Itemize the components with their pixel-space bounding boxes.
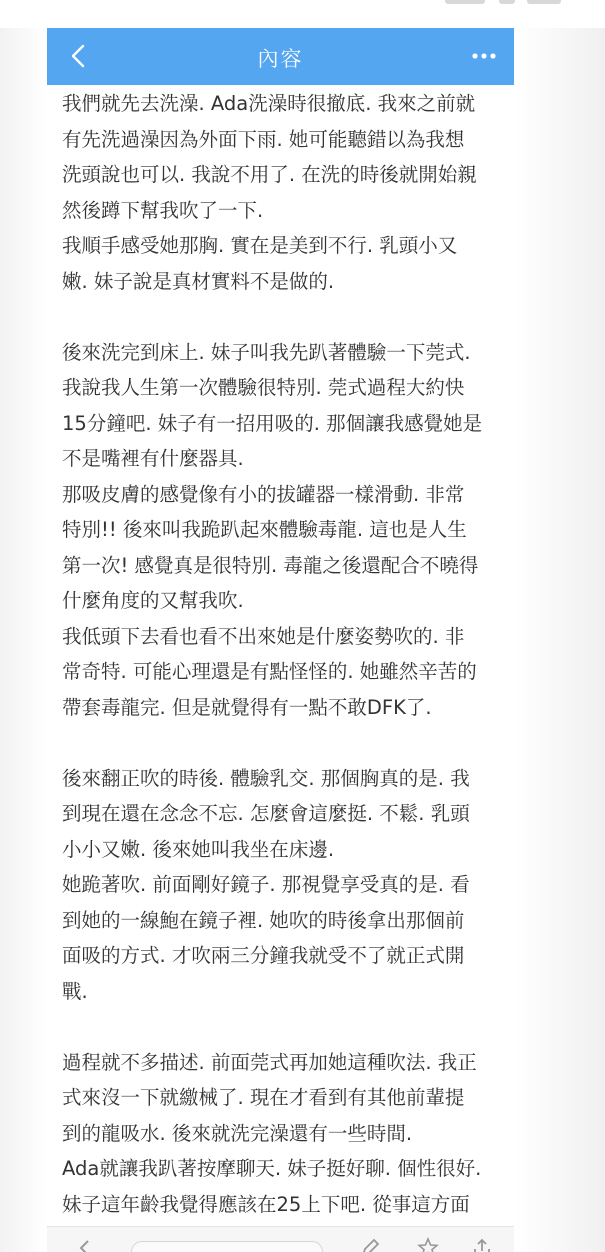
more-button[interactable] (468, 42, 500, 70)
text-line: 過程就不多描述. 前面莞式再加她這種吹法. 我正 (62, 1050, 477, 1074)
back-arrow-icon[interactable] (75, 1237, 97, 1252)
nav-bar (47, 28, 514, 85)
paragraph-gap (62, 1009, 512, 1045)
text-line: 有先洗過澡因為外面下雨. 她可能聽錯以為我想 (62, 127, 465, 151)
text-line: 面吸的方式. 才吹兩三分鐘我就受不了就正式開 (62, 944, 465, 967)
text-line: Ada就讓我趴著按摩聊天. 妹子挺好聊. 個性很好. (62, 1157, 482, 1180)
text-line: 特別!! 後來叫我跪趴起來體驗毒龍. 這也是人生 (62, 518, 467, 541)
page-title: 內容 (257, 47, 304, 71)
text-line: 嫩. 妹子說是真材實料不是做的. (62, 269, 335, 293)
star-icon[interactable] (417, 1237, 439, 1252)
right-edge-shadow (515, 0, 605, 1252)
comment-input[interactable] (131, 1241, 323, 1252)
paragraph-gap (62, 299, 512, 335)
more-horizontal-icon (468, 42, 500, 70)
text-line: 到她的一線鮑在鏡子裡. 她吹的時後拿出那個前 (62, 908, 465, 932)
text-line: 到的龍吸水. 後來就洗完澡還有一些時間. (62, 1121, 413, 1145)
text-line: 第一次! 感覺真是很特別. 毒龍之後還配合不曉得 (62, 553, 479, 577)
paragraph-gap (62, 725, 512, 761)
bottom-toolbar (47, 1226, 514, 1252)
status-icons (445, 0, 565, 6)
text-line: 常奇特. 可能心理還是有點怪怪的. 她雖然辛苦的 (62, 660, 477, 683)
text-line: 我順手感受她那胸. 實在是美到不行. 乳頭小又 (62, 234, 458, 257)
share-icon[interactable] (471, 1237, 493, 1252)
text-line: 她跪著吹. 前面剛好鏡子. 那視覺享受真的是. 看 (62, 873, 470, 896)
text-line: 洗頭說也可以. 我說不用了. 在洗的時後就開始親 (62, 163, 477, 186)
text-line: 妹子這年齡我覺得應該在25上下吧. 從事這方面 (62, 1192, 470, 1216)
status-bar (0, 0, 605, 28)
article-body (62, 86, 512, 1226)
text-line: 那吸皮膚的感覺像有小的拔罐器一樣滑動. 非常 (62, 482, 465, 506)
text-line: 後來翻正吹的時後. 體驗乳交. 那個胸真的是. 我 (62, 766, 470, 790)
text-line: 我說我人生第一次體驗很特別. 莞式過程大約快 (62, 376, 465, 399)
text-line: 什麼角度的又幫我吹. (62, 589, 244, 612)
text-line: 戰. (62, 979, 88, 1003)
left-edge-shadow (0, 0, 46, 1252)
text-line: 然後蹲下幫我吹了一下. (62, 198, 264, 222)
text-line: 我們就先去洗澡. Ada洗澡時很撤底. 我來之前就 (62, 92, 476, 115)
text-line: 帶套毒龍完. 但是就覺得有一點不敢DFK了. (62, 695, 432, 719)
text-line: 不是嘴裡有什麼器具. (62, 447, 244, 470)
edit-icon[interactable] (359, 1237, 381, 1252)
text-line: 15分鐘吧. 妹子有一招用吸的. 那個讓我感覺她是 (62, 411, 483, 435)
text-line: 到現在還在念念不忘. 怎麼會這麼挺. 不鬆. 乳頭 (62, 802, 470, 825)
text-line: 我低頭下去看也看不出來她是什麼姿勢吹的. 非 (62, 624, 465, 648)
text-line: 後來洗完到床上. 妹子叫我先趴著體驗一下莞式. (62, 340, 471, 364)
text-line: 式來沒一下就繳械了. 現在才看到有其他前輩提 (62, 1086, 465, 1109)
text-line: 小小又嫩. 後來她叫我坐在床邊. (62, 837, 335, 861)
